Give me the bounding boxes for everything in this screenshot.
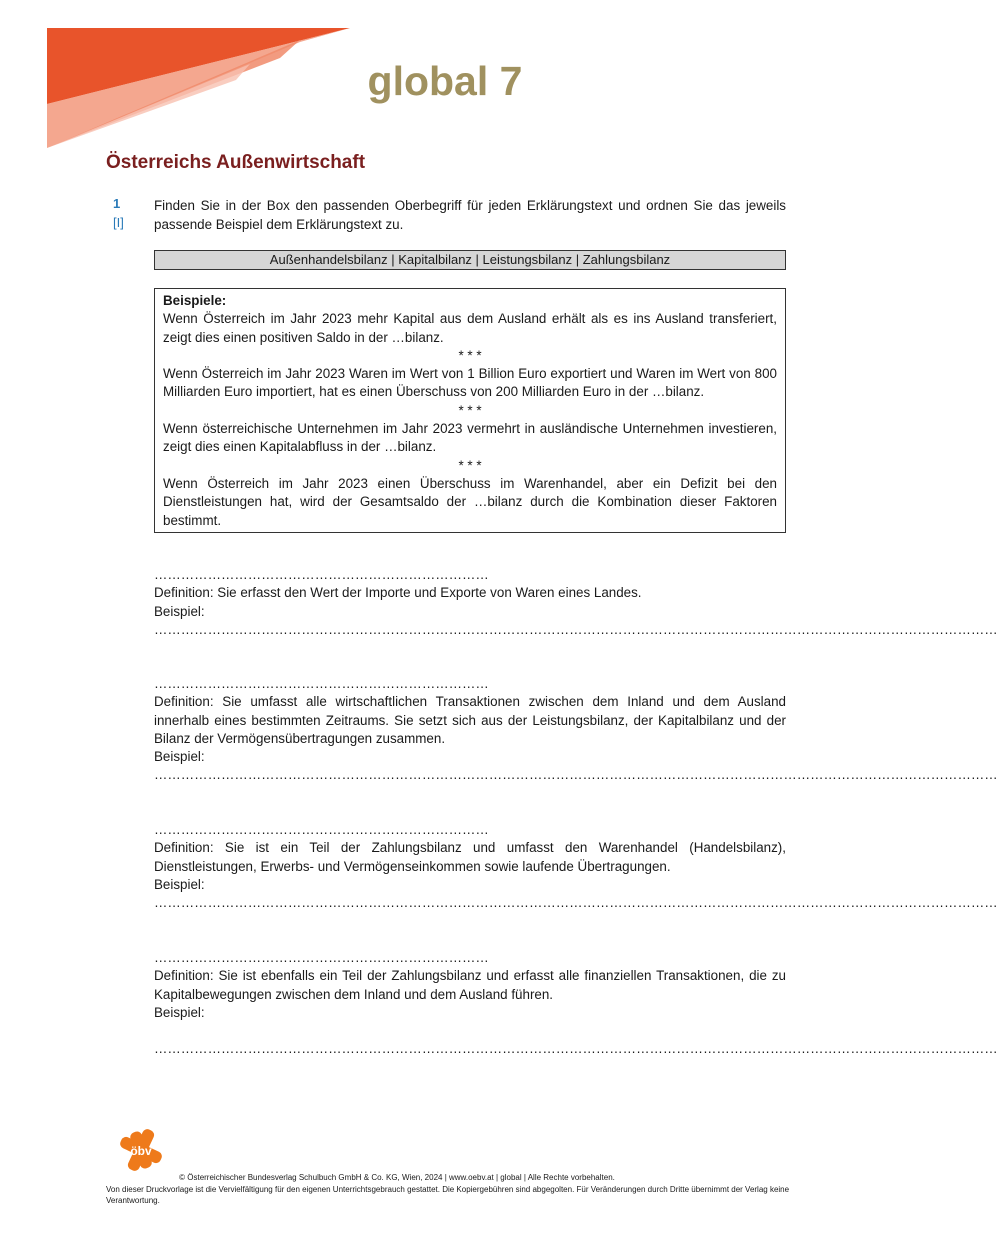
page-title: global 7 <box>367 58 523 104</box>
section-title: Österreichs Außenwirtschaft <box>106 152 366 173</box>
task-instruction: Finden Sie in der Box den passenden Oberbegriff für jeden Erklärungstext und ordnen Sie das jeweils passende Beispiel dem Erklärungstext zu. <box>154 198 786 232</box>
answer-line-term[interactable]: ………………………………………………………………… <box>154 676 489 691</box>
definition-text: Definition: Sie erfasst den Wert der Importe und Exporte von Waren eines Landes. <box>154 585 642 601</box>
definition-text: Definition: Sie ist ein Teil der Zahlungsbilanz und umfasst den Warenhandel (Handelsbilanz), Dienstleistungen, Erwerbs- und Vermögenseinkommen sowie laufende Übertragungen. <box>154 840 786 874</box>
definition-block <box>154 675 998 785</box>
answer-line-term[interactable]: ………………………………………………………………… <box>154 822 489 837</box>
example-item: Wenn Österreich im Jahr 2023 mehr Kapital aus dem Ausland erhält als es ins Ausland transferiert, zeigt dies einen positiven Saldo in der …bilanz. <box>163 311 777 345</box>
answer-line-term[interactable]: ………………………………………………………………… <box>154 950 489 965</box>
definition-block <box>154 566 998 639</box>
oebv-logo <box>118 1127 164 1173</box>
example-label: Beispiel: <box>154 1004 205 1020</box>
example-item: Wenn Österreich im Jahr 2023 Waren im Wert von 1 Billion Euro exportiert und Waren im Wert von 800 Milliarden Euro importiert, hat es einen Überschuss von 200 Milliarden Euro in der …bilanz. <box>163 366 777 400</box>
example-label: Beispiel: <box>154 603 205 619</box>
terms-box: Außenhandelsbilanz | Kapitalbilanz | Leistungsbilanz | Zahlungsbilanz <box>154 250 786 270</box>
example-label: Beispiel: <box>154 876 205 892</box>
example-item: Wenn Österreich im Jahr 2023 einen Überschuss im Warenhandel, aber ein Defizit bei den Dienstleistungen hat, wird der Gesamtsaldo der …bilanz durch die Kombination dieser Faktoren bestimmt. <box>163 475 777 528</box>
definition-text: Definition: Sie ist ebenfalls ein Teil der Zahlungsbilanz und erfasst alle finanziellen Transaktionen, die zu Kapitalbewegungen zwischen dem Inland und dem Ausland führen. <box>154 968 786 1002</box>
examples-heading: Beispiele: <box>163 293 227 308</box>
answer-line-example[interactable]: ……………………………………………………………………………………………………………………………………………………………………… <box>154 1041 998 1057</box>
example-separator: * * * <box>458 347 482 363</box>
footer-note: Von dieser Druckvorlage ist die Vervielfältigung für den eigenen Unterrichtsgebrauch gestattet. Die Kopiergebühren sind abgegolten. Für Veränderungen durch Dritte übernimmt der Verlag keine Verantwortung. <box>106 1185 790 1205</box>
task-number: 1 <box>113 196 121 211</box>
copyright: © Österreichischer Bundesverlag Schulbuch GmbH & Co. KG, Wien, 2024 | www.oebv.at | global | Alle Rechte vorbehalten. <box>179 1173 615 1182</box>
example-item: Wenn österreichische Unternehmen im Jahr 2023 vermehrt in ausländische Unternehmen investieren, zeigt dies einen Kapitalabfluss in der …bilanz. <box>163 421 777 455</box>
example-separator: * * * <box>458 402 482 418</box>
definition-block <box>154 821 998 912</box>
examples-box <box>154 288 786 533</box>
definition-block <box>154 949 998 1058</box>
answer-line-example[interactable]: ……………………………………………………………………………………………………………………………………………………………………… <box>154 621 998 637</box>
logo-text: öbv <box>130 1144 152 1158</box>
definition-text: Definition: Sie umfasst alle wirtschaftlichen Transaktionen zwischen dem Inland und dem Ausland innerhalb eines bestimmten Zeitraums. Sie setzt sich aus der Leistungsbilanz, der Kapitalbilanz und der Bilanz der Vermögensübertragungen zusammen. <box>154 694 786 746</box>
answer-line-example[interactable]: ……………………………………………………………………………………………………………………………………………………………………… <box>154 767 998 783</box>
example-label: Beispiel: <box>154 749 205 765</box>
answer-line-example[interactable]: ……………………………………………………………………………………………………………………………………………………………………… <box>154 895 998 911</box>
task-level: [I] <box>113 215 124 230</box>
example-separator: * * * <box>458 457 482 473</box>
answer-line-term[interactable]: ………………………………………………………………… <box>154 567 489 582</box>
